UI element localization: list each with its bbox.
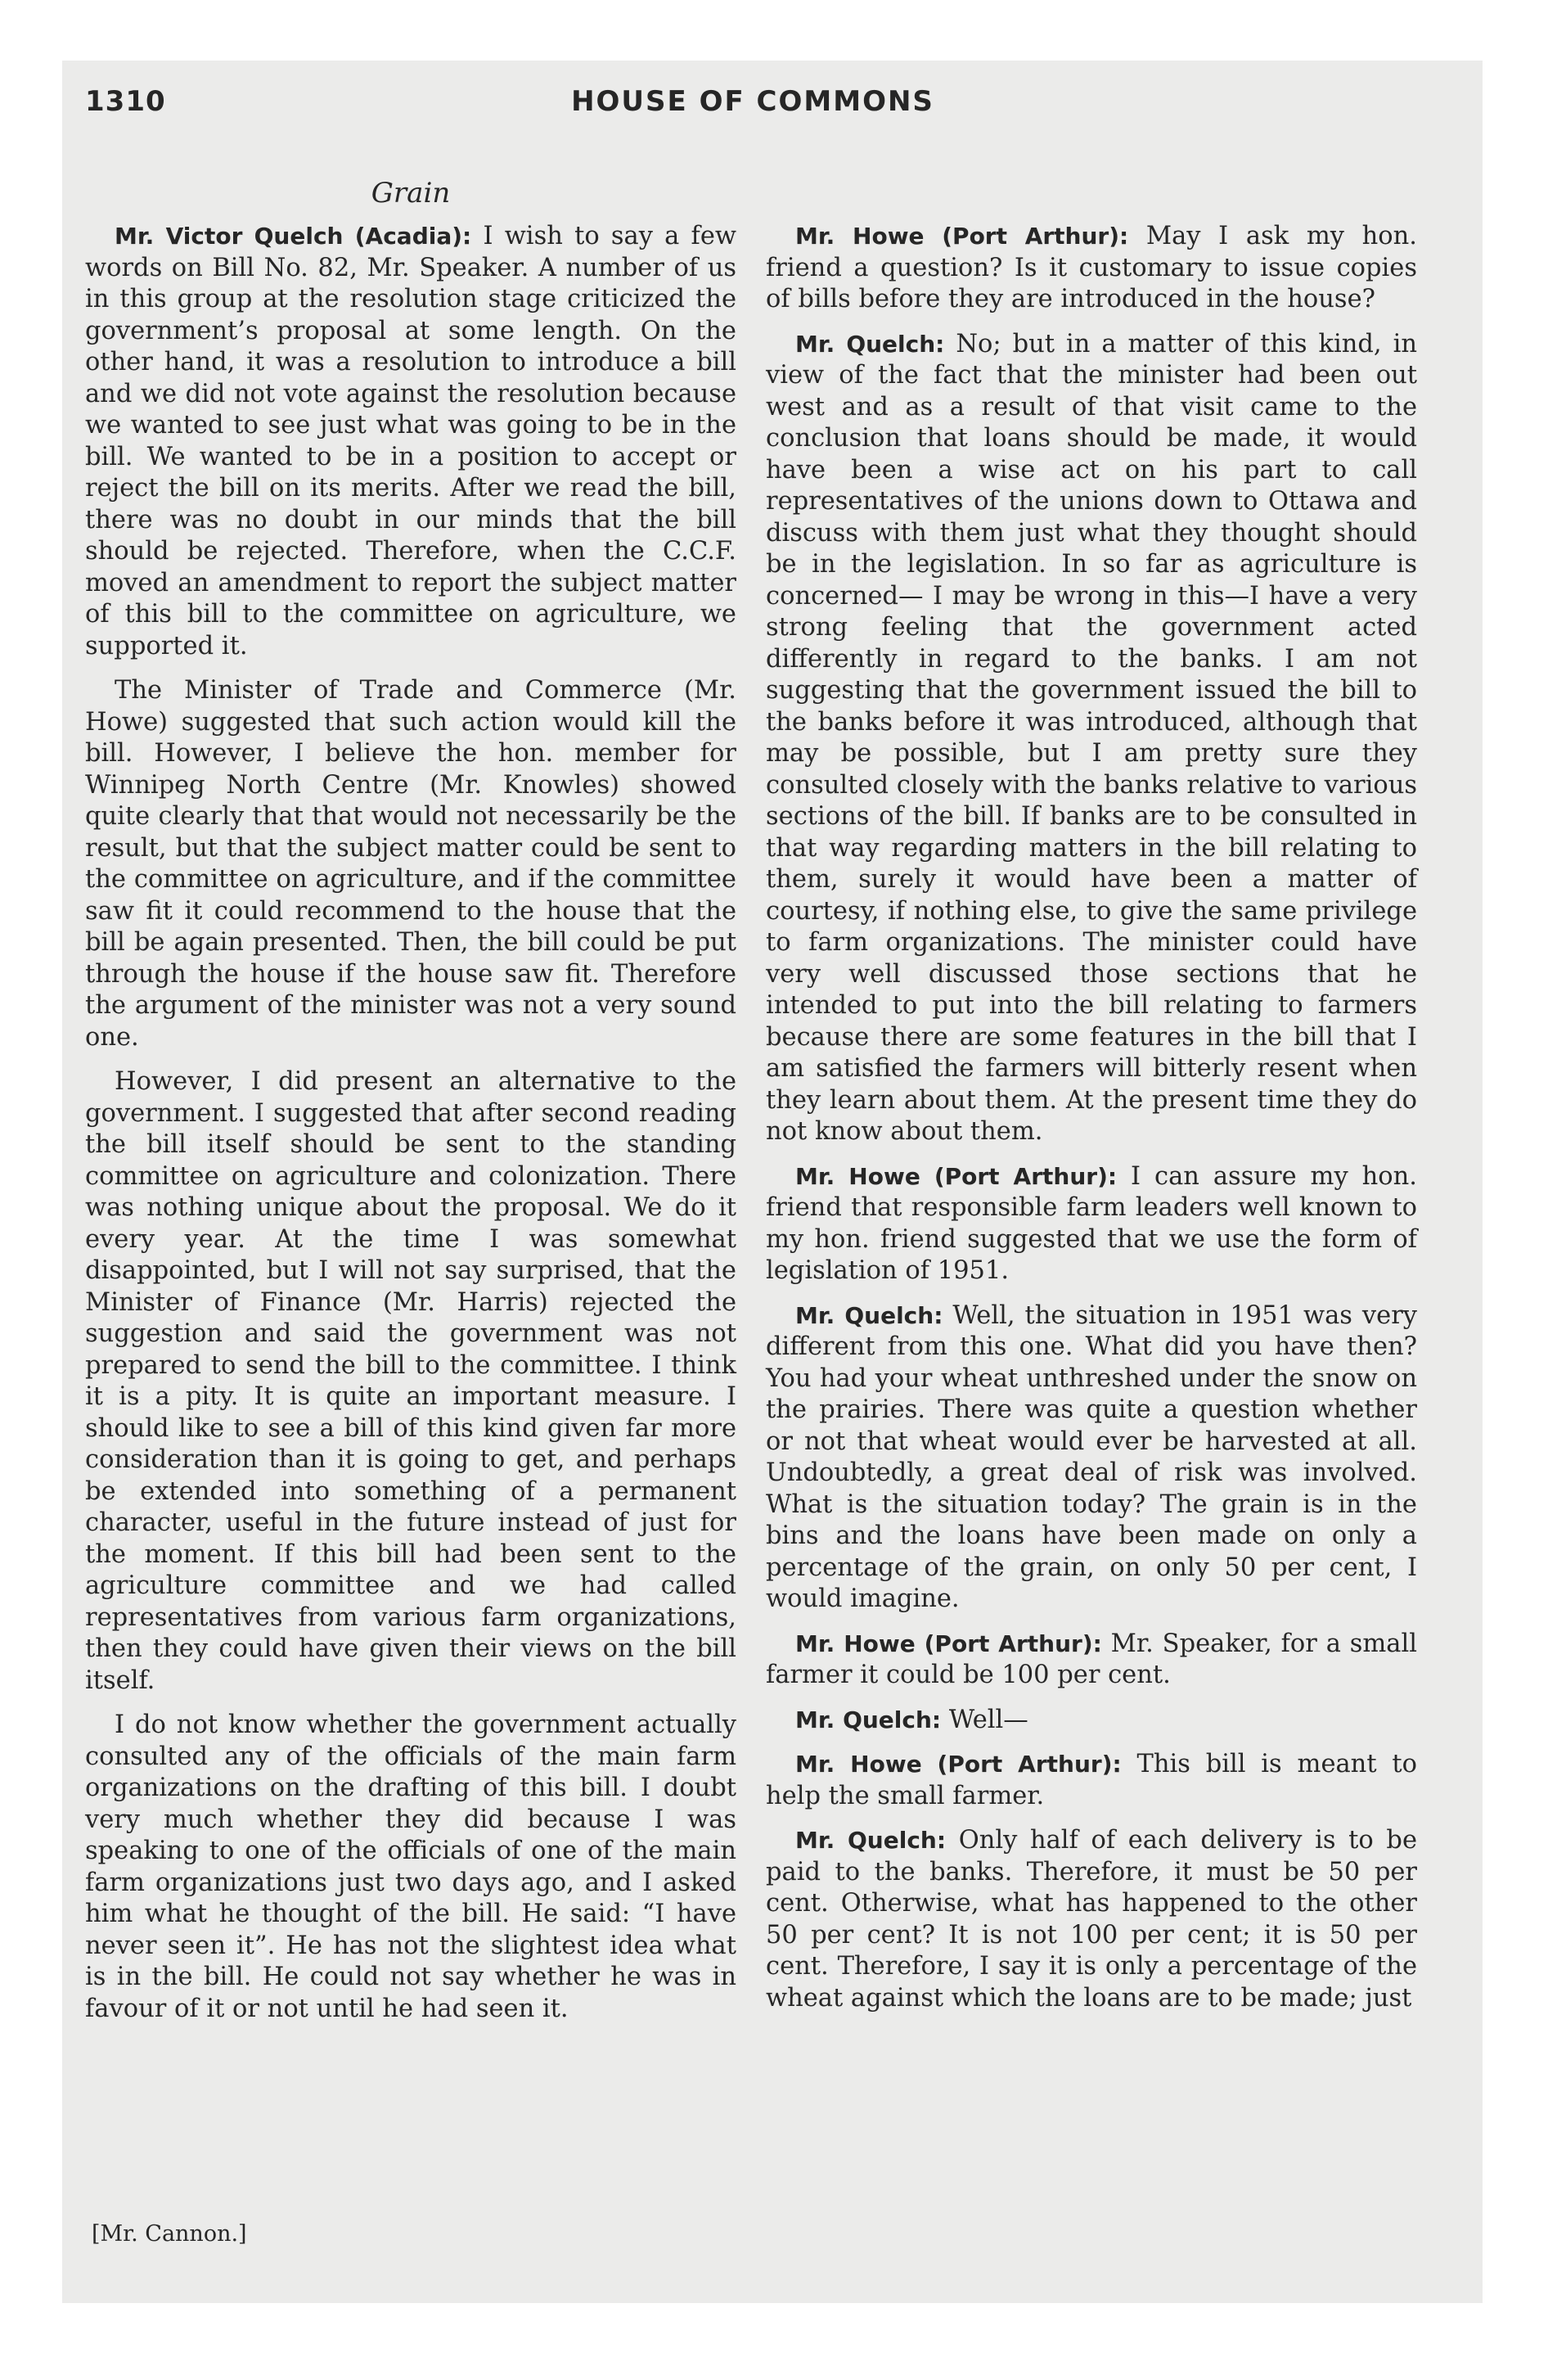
paragraph [85,675,736,1053]
page-header [85,85,1420,134]
footer-note: [Mr. Cannon.] [92,2221,247,2247]
page-number: 1310 [85,85,166,118]
paragraph-text: Well— [948,1705,1028,1734]
running-head: HOUSE OF COMMONS [571,85,934,118]
right-column [766,221,1417,2027]
paragraph-text: I wish to say a few words on Bill No. 82, Mr. Speaker. A number of us in this group at the resolution stage criticized the government’s proposal at some length. On the other hand, it was a resolution to introduce a bill and we did not vote against the resolution because we wanted to see just what was going to be in the bill. We wanted to be in a position to accept or reject the bill on its merits. After we read the bill, there was no doubt in our minds that the bill should be rejected. Therefore, when the C.C.F. moved an amendment to report the subject matter of this bill to the committee on agriculture, we supported it. [85,222,736,660]
speaker-name: Mr. Howe (Port Arthur): [795,1751,1122,1778]
paragraph-text: I do not know whether the government actually consulted any of the officials of the main farm organizations on the drafting of this bill. I doubt very much whether they did because I was speaking to one of the officials of one of the main farm organizations just two days ago, and I asked him what he thought of the bill. He said: “I have never seen it”. He has not the slightest idea what is in the bill. He could not say whether he was in favour of it or not until he had seen it. [85,1711,736,2023]
paragraph [766,329,1417,1148]
paragraph-text: The Minister of Trade and Commerce (Mr. Howe) suggested that such action would kill the bill. However, I believe the hon. member for Winnipeg North Centre (Mr. Knowles) showed quite clearly that that would not necessarily be the result, but that the subject matter could be sent to the committee on agriculture, and if the committee saw fit it could recommend to the house that the bill be again presented. Then, the bill could be put through the house if the house saw fit. Therefore the argument of the minister was not a very sound one. [85,676,736,1052]
paragraph [766,1300,1417,1616]
paragraph-text: May I ask my hon. friend a question? Is it customary to issue copies of bills before they are introduced in the house? [766,222,1417,313]
paragraph-text: Well, the situation in 1951 was very different from this one. What did you have then? You had your wheat unthreshed under the snow on the prairies. There was quite a question whether or not that wheat would ever be harvested at all. Undoubtedly, a great deal of risk was involved. What is the situation today? The grain is in the bins and the loans have been made on only a percentage of the grain, on only 50 per cent, I would imagine. [766,1300,1417,1613]
paragraph-text: I can assure my hon. friend that responsible farm leaders well known to my hon. friend suggested that we use the form of legislation of 1951. [766,1161,1417,1285]
paragraph [766,1161,1417,1287]
paragraph [85,1710,736,2025]
speaker-name: Mr. Howe (Port Arthur): [795,1162,1118,1190]
paragraph [766,1629,1417,1692]
paragraph [85,1066,736,1697]
paragraph-text: No; but in a matter of this kind, in view of the fact that the minister had been out west and as a result of that visit came to the conclusion that loans should be made, it would have been a wise act on his part to call representatives of the unions down to Ottawa and discuss with them just what they thought should be in the legislation. In so far as agriculture is concerned— I may be wrong in this—I have a very strong feeling that the government acted differently in regard to the banks. I am not suggesting that the government issued the bill to the banks before it was introduced, although that may be possible, but I am pretty sure they consulted closely with the banks relative to various sections of the bill. If banks are to be consulted in that way regarding matters in the bill relating to them, surely it would have been a matter of courtesy, if nothing else, to give the same privilege to farm organizations. The minister could have very well discussed those sections that he intended to put into the bill relating to farmers because there are some features in the bill that I am satisfied the farmers will bitterly resent when they learn about them. At the present time they do not know about them. [766,329,1417,1146]
speaker-name: Mr. Howe (Port Arthur): [795,223,1129,250]
paragraph [766,1749,1417,1812]
paragraph [766,1825,1417,2014]
paragraph-text: Only half of each delivery is to be paid to the banks. Therefore, it must be 50 per cent. Otherwise, what has happened to the other 50 per cent? It is not 100 per cent; it is 50 per cent. Therefore, I say it is only a percentage of the wheat against which the loans are to be made; just [766,1826,1417,2013]
speaker-name: Mr. Howe (Port Arthur): [795,1629,1102,1657]
speaker-name: Mr. Quelch: [795,1301,943,1329]
speaker-name: Mr. Quelch: [795,1706,942,1733]
paragraph [766,1705,1417,1737]
paragraph-text: This bill is meant to help the small farmer. [766,1750,1417,1810]
speaker-name: Mr. Victor Quelch (Acadia): [115,223,472,250]
section-subject: Grain [371,177,451,210]
paragraph [85,221,736,662]
left-column [85,221,736,2038]
paragraph [766,221,1417,316]
paragraph-text: Mr. Speaker, for a small farmer it could be 100 per cent. [766,1629,1417,1689]
speaker-name: Mr. Quelch: [795,1827,947,1854]
paragraph-text: However, I did present an alternative to the government. I suggested that after second reading the bill itself should be sent to the standing committee on agriculture and colonization. There was nothing unique about the proposal. We do it every year. At the time I was somewhat disappointed, but I will not say surprised, that the Minister of Finance (Mr. Harris) rejected the suggestion and said the government was not prepared to send the bill to the committee. I think it is a pity. It is quite an important measure. I should like to see a bill of this kind given far more consideration than it is going to get, and perhaps be extended into something of a permanent character, useful in the future instead of just for the moment. If this bill had been sent to the agriculture committee and we had called representatives from various farm organizations, then they could have given their views on the bill itself. [85,1067,736,1695]
speaker-name: Mr. Quelch: [795,330,945,358]
